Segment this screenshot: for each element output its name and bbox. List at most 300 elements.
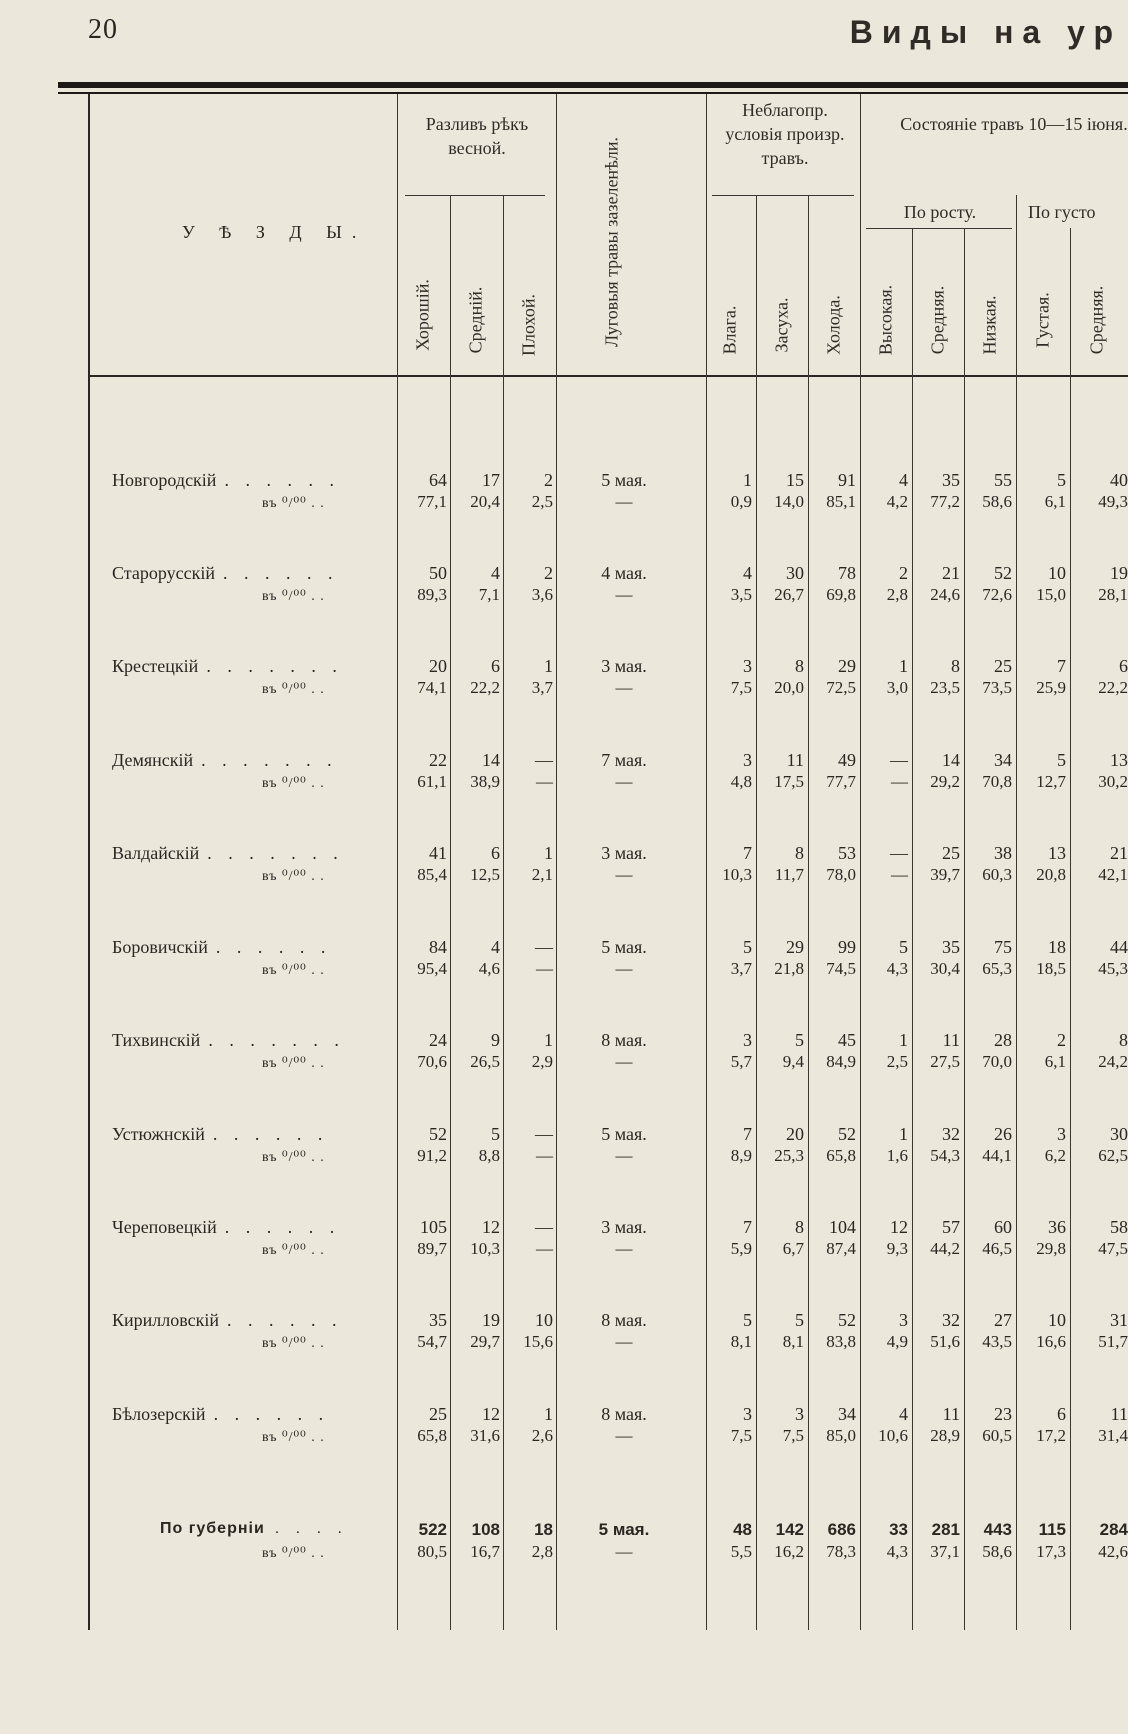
cell-percent: 28,1 — [1098, 585, 1128, 604]
cell-percent: 25,3 — [774, 1146, 804, 1165]
header-adverse-cold: Холода. — [823, 295, 844, 355]
cell-percent: 58,6 — [982, 1542, 1012, 1561]
cell-value: 2 — [544, 470, 553, 490]
cell-percent: 89,3 — [417, 585, 447, 604]
cell-percent: 87,4 — [826, 1239, 856, 1258]
uezd-name — [112, 1404, 329, 1425]
cell-value: 1 — [743, 470, 752, 490]
cell-percent: 3,7 — [531, 678, 553, 697]
top-rule-thin — [58, 92, 1128, 94]
cell-value: 1 — [899, 1124, 908, 1144]
cell-percent: 16,2 — [774, 1542, 804, 1561]
cell-percent: 22,2 — [470, 678, 500, 697]
cell-percent: 85,0 — [826, 1426, 856, 1445]
header-growth-group: По росту. — [903, 202, 977, 222]
cell-value: 57 — [942, 1217, 960, 1237]
cell-percent: 95,4 — [417, 959, 447, 978]
percent-label: въ ⁰/⁰⁰ . . — [262, 1546, 325, 1561]
cell-value: 34 — [994, 750, 1012, 770]
cell-percent: 70,0 — [982, 1052, 1012, 1071]
cell-percent: 72,5 — [826, 678, 856, 697]
cell-value: 1 — [544, 843, 553, 863]
cell-value: 64 — [429, 470, 447, 490]
cell-percent: 73,5 — [982, 678, 1012, 697]
uezd-name — [112, 1030, 345, 1051]
cell-percent: 20,0 — [774, 678, 804, 697]
cell-percent: 2,8 — [531, 1542, 553, 1561]
cell-percent: 44,1 — [982, 1146, 1012, 1165]
cell-value: 15 — [786, 470, 804, 490]
header-growth-mid: Средняя. — [927, 285, 948, 355]
header-adverse-moist: Влага. — [719, 305, 740, 355]
cell-value: 34 — [838, 1404, 856, 1424]
cell-value: 281 — [931, 1520, 960, 1539]
uezd-name — [112, 656, 343, 677]
cell-value: 9 — [491, 1030, 500, 1050]
cell-value: 84 — [429, 937, 447, 957]
cell-percent: 5,5 — [730, 1542, 752, 1561]
cell-value: 142 — [775, 1520, 804, 1539]
cell-value: 18 — [1048, 937, 1066, 957]
cell-value: 2 — [899, 563, 908, 583]
uezd-name-text: Старорусскій — [112, 563, 215, 583]
cell-percent: 25,9 — [1036, 678, 1066, 697]
cell-percent: 29,8 — [1036, 1239, 1066, 1258]
cell-value: 52 — [838, 1310, 856, 1330]
cell-value: 30 — [1110, 1124, 1128, 1144]
cell-percent: 7,1 — [478, 585, 500, 604]
leader-dots: . . . . . . — [224, 1217, 341, 1237]
cell-value: 22 — [429, 750, 447, 770]
cell-percent: 20,8 — [1036, 865, 1066, 884]
uezd-name-text: Бѣлозерскій — [112, 1404, 206, 1424]
cell-percent: 91,2 — [417, 1146, 447, 1165]
cell-value: 11 — [942, 1404, 960, 1424]
cell-value: 105 — [420, 1217, 447, 1237]
uezd-name — [112, 470, 340, 491]
cell-value: 23 — [994, 1404, 1012, 1424]
uezd-name-text: Устюжнскій — [112, 1124, 205, 1144]
cell-value: 3 — [743, 656, 752, 676]
cell-percent: 83,8 — [826, 1332, 856, 1351]
percent-label: въ ⁰/⁰⁰ . . — [262, 1150, 325, 1165]
cell-percent: — — [536, 1239, 553, 1258]
cell-percent: — — [615, 1426, 633, 1445]
uezd-name-text: Демянскій — [112, 750, 194, 770]
cell-value: 10 — [1048, 563, 1066, 583]
cell-percent: 46,5 — [982, 1239, 1012, 1258]
cell-percent: 10,6 — [878, 1426, 908, 1445]
cell-value: 33 — [889, 1520, 908, 1539]
cell-percent: 10,3 — [470, 1239, 500, 1258]
cell-value: 14 — [482, 750, 500, 770]
cell-value: 284 — [1099, 1520, 1128, 1539]
cell-value: 5 мая. — [601, 937, 647, 957]
cell-percent: 21,8 — [774, 959, 804, 978]
total-row-name — [160, 1520, 348, 1538]
cell-percent: 4,8 — [730, 772, 752, 791]
cell-percent: — — [615, 1542, 633, 1561]
cell-percent: 65,8 — [826, 1146, 856, 1165]
cell-percent: 77,7 — [826, 772, 856, 791]
cell-percent: 38,9 — [470, 772, 500, 791]
cell-value: 60 — [994, 1217, 1012, 1237]
uezd-name-text: Череповецкій — [112, 1217, 217, 1237]
cell-value: 8 мая. — [601, 1404, 647, 1424]
cell-percent: 51,7 — [1098, 1332, 1128, 1351]
cell-percent: 8,9 — [730, 1146, 752, 1165]
header-density-mid: Средняя. — [1086, 285, 1107, 355]
cell-value: 13 — [1048, 843, 1066, 863]
uezd-name — [112, 1310, 343, 1331]
header-subrule — [405, 195, 545, 196]
header-density-thick: Густая. — [1032, 292, 1053, 348]
cell-value: 26 — [994, 1124, 1012, 1144]
cell-value: 443 — [983, 1520, 1012, 1539]
cell-value: 13 — [1110, 750, 1128, 770]
cell-percent: 69,8 — [826, 585, 856, 604]
uezd-name — [112, 750, 338, 771]
leader-dots: . . . . . . . — [208, 1030, 345, 1050]
cell-value: 35 — [429, 1310, 447, 1330]
cell-percent: 2,5 — [531, 492, 553, 511]
cell-percent: 8,1 — [782, 1332, 804, 1351]
cell-percent: 6,2 — [1044, 1146, 1066, 1165]
cell-percent: — — [891, 772, 908, 791]
cell-percent: 26,5 — [470, 1052, 500, 1071]
cell-value: 5 — [795, 1310, 804, 1330]
cell-percent: 6,1 — [1044, 492, 1066, 511]
cell-value: 6 — [1119, 656, 1128, 676]
cell-value: 27 — [994, 1310, 1012, 1330]
cell-value: 8 — [951, 656, 960, 676]
cell-percent: 17,3 — [1036, 1542, 1066, 1561]
cell-percent: — — [615, 1332, 633, 1351]
cell-percent: 65,8 — [417, 1426, 447, 1445]
cell-value: 12 — [890, 1217, 908, 1237]
cell-value: 78 — [838, 563, 856, 583]
cell-percent: 78,0 — [826, 865, 856, 884]
cell-percent: 26,7 — [774, 585, 804, 604]
cell-percent: 29,7 — [470, 1332, 500, 1351]
cell-percent: 0,9 — [730, 492, 752, 511]
cell-value: 45 — [838, 1030, 856, 1050]
cell-percent: 5,9 — [730, 1239, 752, 1258]
cell-percent: 58,6 — [982, 492, 1012, 511]
cell-value: 5 мая. — [598, 1520, 650, 1539]
cell-value: 32 — [942, 1124, 960, 1144]
cell-value: 6 — [491, 656, 500, 676]
cell-percent: 2,8 — [886, 585, 908, 604]
cell-value: 58 — [1110, 1217, 1128, 1237]
cell-value: 21 — [1110, 843, 1128, 863]
header-subrule — [712, 195, 854, 196]
cell-value: 48 — [733, 1520, 752, 1539]
cell-percent: 10,3 — [722, 865, 752, 884]
cell-percent: 24,2 — [1098, 1052, 1128, 1071]
header-growth-high: Высокая. — [875, 284, 896, 356]
cell-value: 19 — [1110, 563, 1128, 583]
cell-value: 75 — [994, 937, 1012, 957]
cell-percent: 4,3 — [886, 959, 908, 978]
cell-percent: 37,1 — [930, 1542, 960, 1561]
cell-value: 4 мая. — [601, 563, 647, 583]
cell-percent: 3,7 — [730, 959, 752, 978]
cell-percent: 11,7 — [774, 865, 804, 884]
running-head: Виды на ур — [849, 14, 1122, 50]
cell-percent: 15,0 — [1036, 585, 1066, 604]
header-uezdy: У Ѣ З Д Ы. — [182, 222, 367, 242]
percent-label: въ ⁰/⁰⁰ . . — [262, 682, 325, 697]
cell-percent: — — [615, 1146, 633, 1165]
cell-value: 5 мая. — [601, 1124, 647, 1144]
cell-value: 5 — [743, 1310, 752, 1330]
cell-percent: 5,7 — [730, 1052, 752, 1071]
cell-percent: 2,9 — [531, 1052, 553, 1071]
cell-percent: 2,5 — [886, 1052, 908, 1071]
cell-value: 7 — [743, 843, 752, 863]
cell-percent: 85,1 — [826, 492, 856, 511]
cell-value: — — [890, 843, 908, 863]
cell-value: 4 — [743, 563, 752, 583]
cell-value: 3 мая. — [601, 843, 647, 863]
cell-percent: 12,5 — [470, 865, 500, 884]
cell-value: 44 — [1110, 937, 1128, 957]
cell-value: 41 — [429, 843, 447, 863]
cell-percent: 1,6 — [886, 1146, 908, 1165]
cell-percent: 16,6 — [1036, 1332, 1066, 1351]
cell-percent: 51,6 — [930, 1332, 960, 1351]
cell-percent: 4,6 — [478, 959, 500, 978]
cell-value: 7 — [743, 1217, 752, 1237]
uezd-name — [112, 563, 338, 584]
cell-percent: 24,6 — [930, 585, 960, 604]
cell-percent: 43,5 — [982, 1332, 1012, 1351]
leader-dots: . . . . . . — [227, 1310, 343, 1330]
cell-value: 104 — [829, 1217, 856, 1237]
cell-percent: 17,5 — [774, 772, 804, 791]
cell-value: 24 — [429, 1030, 447, 1050]
cell-value: 40 — [1110, 470, 1128, 490]
cell-percent: — — [536, 1146, 553, 1165]
cell-percent: 4,9 — [886, 1332, 908, 1351]
header-adverse-group: Неблагопр. условія произр. травъ. — [725, 100, 845, 168]
cell-value: 21 — [942, 563, 960, 583]
cell-value: 3 — [795, 1404, 804, 1424]
cell-value: 1 — [899, 656, 908, 676]
cell-value: 52 — [429, 1124, 447, 1144]
cell-percent: 42,6 — [1098, 1542, 1128, 1561]
cell-percent: 15,6 — [523, 1332, 553, 1351]
cell-percent: 9,3 — [886, 1239, 908, 1258]
cell-percent: 45,3 — [1098, 959, 1128, 978]
uezd-name-text: Кирилловскій — [112, 1310, 219, 1330]
cell-percent: — — [615, 1052, 633, 1071]
cell-value: 4 — [491, 937, 500, 957]
cell-value: 522 — [418, 1520, 447, 1539]
percent-label: въ ⁰/⁰⁰ . . — [262, 963, 325, 978]
header-flood-bad: Плохой. — [518, 294, 539, 356]
cell-percent: 20,4 — [470, 492, 500, 511]
cell-percent: — — [615, 678, 633, 697]
percent-label: въ ⁰/⁰⁰ . . — [262, 1336, 325, 1351]
header-density-group: По густо — [1028, 202, 1096, 222]
cell-value: 55 — [994, 470, 1012, 490]
percent-label: въ ⁰/⁰⁰ . . — [262, 1243, 325, 1258]
cell-value: 1 — [544, 1404, 553, 1424]
cell-percent: 6,7 — [782, 1239, 804, 1258]
cell-percent: 8,8 — [478, 1146, 500, 1165]
percent-label: въ ⁰/⁰⁰ . . — [262, 496, 325, 511]
cell-value: 3 — [899, 1310, 908, 1330]
cell-percent: 2,1 — [531, 865, 553, 884]
cell-value: 5 — [1057, 750, 1066, 770]
cell-percent: 89,7 — [417, 1239, 447, 1258]
cell-percent: 18,5 — [1036, 959, 1066, 978]
cell-value: 5 — [795, 1030, 804, 1050]
cell-value: 1 — [544, 656, 553, 676]
cell-percent: 84,9 — [826, 1052, 856, 1071]
cell-value: 8 — [1119, 1030, 1128, 1050]
total-name-text: По губерніи — [160, 1520, 265, 1537]
uezd-name-text: Тихвинскій — [112, 1030, 201, 1050]
cell-percent: — — [536, 959, 553, 978]
cell-percent: 30,4 — [930, 959, 960, 978]
cell-percent: 3,5 — [730, 585, 752, 604]
cell-value: 5 мая. — [601, 470, 647, 490]
cell-value: 32 — [942, 1310, 960, 1330]
leader-dots: . . . . . . . — [206, 656, 343, 676]
header-meadow-green: Луговыя травы зазеленѣли. — [601, 137, 622, 347]
cell-percent: 6,1 — [1044, 1052, 1066, 1071]
cell-value: 91 — [838, 470, 856, 490]
header-bottom-rule — [88, 375, 1128, 377]
cell-percent: 4,2 — [886, 492, 908, 511]
uezd-name — [112, 843, 344, 864]
cell-percent: 65,3 — [982, 959, 1012, 978]
top-rule — [58, 82, 1128, 88]
cell-value: 8 мая. — [601, 1030, 647, 1050]
cell-value: — — [535, 1124, 553, 1144]
cell-value: 4 — [491, 563, 500, 583]
cell-percent: 2,6 — [531, 1426, 553, 1445]
cell-percent: 31,6 — [470, 1426, 500, 1445]
cell-value: 7 мая. — [601, 750, 647, 770]
percent-label: въ ⁰/⁰⁰ . . — [262, 1056, 325, 1071]
percent-label: въ ⁰/⁰⁰ . . — [262, 869, 325, 884]
cell-value: 30 — [786, 563, 804, 583]
cell-value: 28 — [994, 1030, 1012, 1050]
cell-percent: 14,0 — [774, 492, 804, 511]
leader-dots: . . . . . . — [222, 563, 339, 583]
cell-percent: 27,5 — [930, 1052, 960, 1071]
cell-value: 20 — [429, 656, 447, 676]
cell-value: 31 — [1110, 1310, 1128, 1330]
cell-percent: 42,1 — [1098, 865, 1128, 884]
cell-percent: 70,6 — [417, 1052, 447, 1071]
cell-value: 7 — [1057, 656, 1066, 676]
cell-percent: — — [615, 585, 633, 604]
cell-value: 2 — [544, 563, 553, 583]
header-adverse-drought: Засуха. — [771, 297, 792, 353]
cell-percent: 22,2 — [1098, 678, 1128, 697]
cell-percent: 62,5 — [1098, 1146, 1128, 1165]
cell-value: 35 — [942, 470, 960, 490]
cell-value: 52 — [838, 1124, 856, 1144]
cell-value: 17 — [482, 470, 500, 490]
cell-value: 8 — [795, 843, 804, 863]
cell-value: 35 — [942, 937, 960, 957]
cell-value: 8 мая. — [601, 1310, 647, 1330]
cell-value: 3 — [743, 1404, 752, 1424]
cell-percent: 31,4 — [1098, 1426, 1128, 1445]
cell-percent: 8,1 — [730, 1332, 752, 1351]
cell-value: 6 — [491, 843, 500, 863]
cell-percent: 72,6 — [982, 585, 1012, 604]
col-divider — [556, 94, 557, 1630]
cell-percent: 29,2 — [930, 772, 960, 791]
header-subrule — [866, 228, 1012, 229]
header-grass-state-group: Состояніе травъ 10—15 іюня. — [900, 114, 1128, 134]
cell-percent: 9,4 — [782, 1052, 804, 1071]
cell-value: 52 — [994, 563, 1012, 583]
cell-value: 115 — [1038, 1520, 1066, 1539]
cell-percent: 7,5 — [730, 1426, 752, 1445]
cell-percent: 44,2 — [930, 1239, 960, 1258]
cell-value: 108 — [471, 1520, 500, 1539]
cell-value: — — [535, 937, 553, 957]
cell-value: 5 — [899, 937, 908, 957]
leader-dots: . . . . . . . — [207, 843, 344, 863]
cell-percent: 39,7 — [930, 865, 960, 884]
cell-value: 36 — [1048, 1217, 1066, 1237]
cell-percent: 77,2 — [930, 492, 960, 511]
table-frame-left — [88, 94, 90, 1630]
cell-percent: 3,0 — [886, 678, 908, 697]
cell-value: 4 — [899, 470, 908, 490]
uezd-name-text: Боровичскій — [112, 937, 208, 957]
cell-value: 99 — [838, 937, 856, 957]
header-flood-group: Разливъ рѣкъ весной. — [425, 114, 529, 158]
cell-value: 686 — [827, 1520, 856, 1539]
percent-label: въ ⁰/⁰⁰ . . — [262, 776, 325, 791]
cell-percent: 54,3 — [930, 1146, 960, 1165]
cell-percent: 61,1 — [417, 772, 447, 791]
leader-dots: . . . . . . — [224, 470, 340, 490]
header-growth-low: Низкая. — [979, 295, 1000, 355]
cell-percent: 80,5 — [417, 1542, 447, 1561]
cell-value: 1 — [544, 1030, 553, 1050]
header-flood-good: Хорошій. — [412, 279, 433, 351]
cell-value: 6 — [1057, 1404, 1066, 1424]
cell-percent: 12,7 — [1036, 772, 1066, 791]
cell-value: 19 — [482, 1310, 500, 1330]
cell-value: 11 — [1110, 1404, 1128, 1424]
cell-value: 5 — [743, 937, 752, 957]
cell-percent: — — [615, 772, 633, 791]
leader-dots: . . . . . . — [215, 937, 332, 957]
cell-percent: 54,7 — [417, 1332, 447, 1351]
leader-dots: . . . . . . — [213, 1404, 330, 1424]
cell-value: 3 мая. — [601, 1217, 647, 1237]
cell-percent: — — [615, 492, 633, 511]
cell-value: 29 — [838, 656, 856, 676]
cell-value: 8 — [795, 1217, 804, 1237]
uezd-name-text: Новгородскій — [112, 470, 217, 490]
cell-percent: 60,5 — [982, 1426, 1012, 1445]
cell-value: 3 мая. — [601, 656, 647, 676]
leader-dots: . . . . — [274, 1520, 348, 1537]
